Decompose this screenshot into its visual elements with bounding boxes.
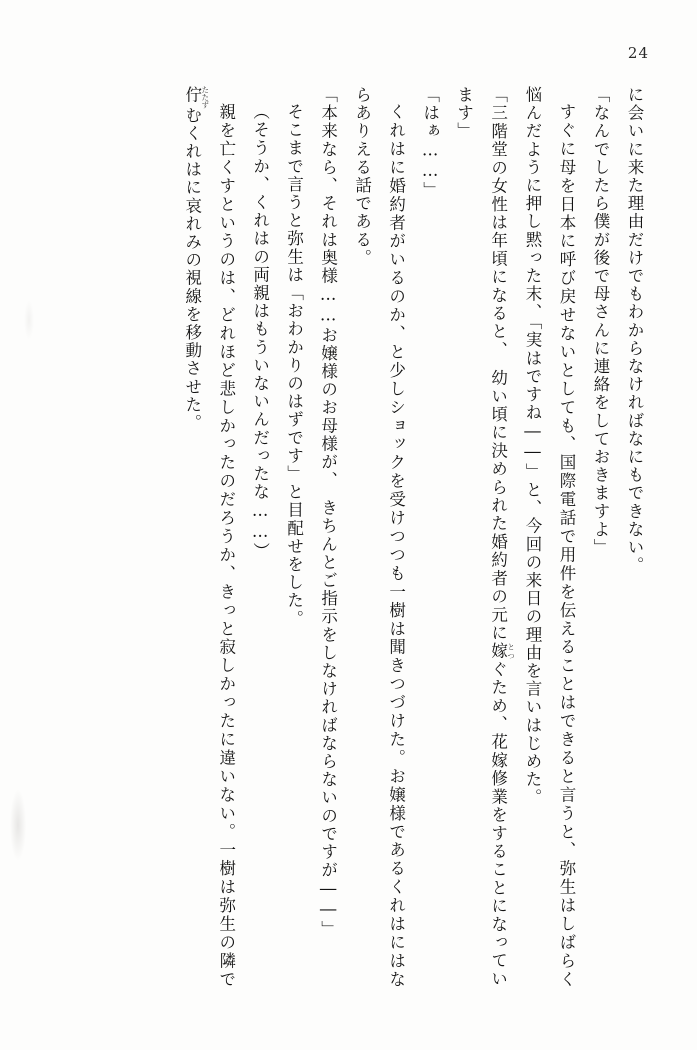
paragraph-dialogue: 「三階堂の女性は年頃になると、 幼い頃に決められた婚約者の元に嫁 とつぐため、花嫁修業をすることになっています」 <box>454 86 516 988</box>
paragraph: くれはに婚約者がいるのか、と少しショックを受けつつも一樹は聞きつづけた。お嬢様であるくれはにはならありえる話である。 <box>352 86 406 988</box>
paragraph-thought: （そうか、くれはの両親はもういないんだったな……） <box>250 102 270 560</box>
paragraph-dialogue: 「はぁ……」 <box>420 86 440 200</box>
paragraph-dialogue: 「本来なら、それは奥様……お嬢様のお母様が、 きちんとご指示をしなければならないのですが――」 <box>318 86 338 939</box>
page-body-text <box>46 86 651 988</box>
paragraph: 親を亡くすというのは、どれほど悲しかったのだろうか、きっと寂しかったに違いない。一樹は弥生の隣で佇 たたずむくれはに哀れみの視線を移動させた。 <box>182 86 236 988</box>
page-number: 24 <box>627 44 649 62</box>
ruby-annotation: 嫁 とつ <box>488 642 516 661</box>
paragraph: すぐに母を日本に呼び戻せないとしても、国際電話で用件を伝えることはできると言うと、弥生はしばらく悩んだように押し黙った末、「実はですね――」と、今回の来日の理由を言いはじめた。 <box>523 86 577 988</box>
paragraph-dialogue: 「なんでしたら僕が後で母さんに連絡をしておきますよ」 <box>591 86 611 557</box>
paragraph: に会いに来た理由だけでもわからなければなにもできない。 <box>625 86 644 575</box>
paper-smudge <box>24 300 34 340</box>
paper-smudge <box>10 790 26 860</box>
paragraph: そこまで言うと弥生は「おわかりのはずです」と目配せをした。 <box>284 102 304 628</box>
ruby-annotation: 佇 たたず <box>182 86 210 109</box>
